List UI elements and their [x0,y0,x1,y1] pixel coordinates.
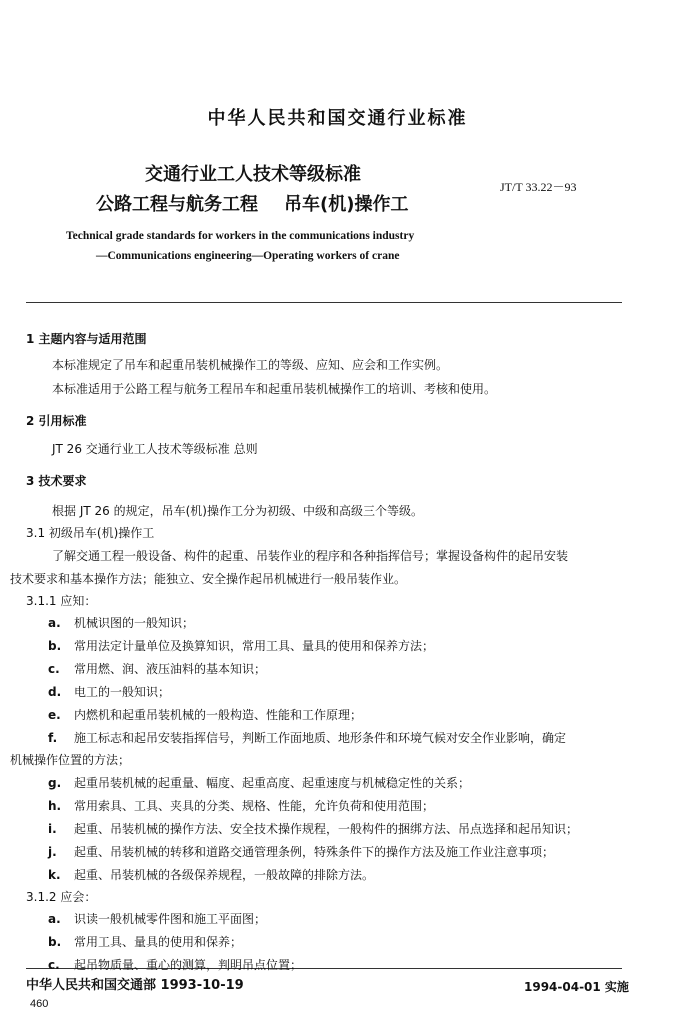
know-item [48,797,434,814]
section-3-paragraph: 根据 JT 26 的规定，吊车(机)操作工分为初级、中级和高级三个等级。 [52,504,423,518]
item-text: 起吊物质量、重心的测算，判明吊点位置； [74,958,303,972]
know-item-continuation: 机械操作位置的方法； [10,753,131,767]
item-text: 内燃机和起重吊装机械的一般构造、性能和工作原理； [74,708,363,722]
item-text: 起重、吊装机械的操作方法、安全技术操作规程，一般构件的捆绑方法、吊点选择和起吊知识； [74,822,579,836]
item-label: a. [48,616,61,630]
section-3-1-paragraph-1: 了解交通工程一般设备、构件的起重、吊装作业的程序和各种指挥信号；掌握设备构件的起吊安装 [52,549,569,563]
know-item [48,820,578,837]
know-item [48,637,434,654]
do-item [48,910,266,927]
section-3-1-paragraph-2: 技术要求和基本操作方法；能独立、安全操作起吊机械进行一般吊装作业。 [10,572,407,586]
standard-org-title: 中华人民共和国交通行业标准 [207,108,468,129]
item-label: b. [48,935,62,949]
title-part-2: 吊车(机)操作工 [284,194,409,215]
item-label: g. [48,776,62,790]
item-text: 电工的一般知识； [74,685,171,699]
know-item [48,614,194,631]
know-item [48,706,362,723]
item-label: e. [48,708,61,722]
header-divider [26,302,622,303]
item-text: 常用法定计量单位及换算知识，常用工具、量具的使用和保养方法； [74,639,435,653]
standard-code: JT/T 33.22－93 [500,180,577,194]
do-item [48,956,302,973]
do-item [48,933,242,950]
know-item [48,843,554,860]
section-1-paragraph-1: 本标准规定了吊车和起重吊装机械操作工的等级、应知、应会和工作实例。 [52,358,449,372]
page-number: 460 [30,998,49,1010]
section-3-1-1-title: 3.1.1 应知： [26,594,97,608]
item-label: k. [48,868,61,882]
know-item [48,683,170,700]
section-3-title: 3 技术要求 [26,474,87,488]
section-1-title: 1 主题内容与适用范围 [26,332,147,346]
document-title-line2 [96,190,408,216]
item-label: i. [48,822,57,836]
item-text: 起重吊装机械的起重量、幅度、起重高度、起重速度与机械稳定性的关系； [74,776,471,790]
section-3-1-2-title: 3.1.2 应会： [26,890,97,904]
item-text: 机械识图的一般知识； [74,616,195,630]
section-1-paragraph-2: 本标准适用于公路工程与航务工程吊车和起重吊装机械操作工的培训、考核和使用。 [52,382,497,396]
section-2-reference: JT 26 交通行业工人技术等级标准 总则 [52,442,258,456]
item-label: c. [48,662,60,676]
item-label: c. [48,958,60,972]
item-label: a. [48,912,61,926]
document-title-line1: 交通行业工人技术等级标准 [145,164,361,185]
item-text: 常用索具、工具、夹具的分类、规格、性能，允许负荷和使用范围； [74,799,435,813]
english-title-line1: Technical grade standards for workers in the communications industry [66,230,415,242]
title-part-1: 公路工程与航务工程 [96,194,258,215]
item-label: j. [48,845,57,859]
item-text: 常用燃、润、液压油料的基本知识； [74,662,267,676]
section-2-title: 2 引用标准 [26,414,87,428]
item-label: b. [48,639,62,653]
item-label: d. [48,685,62,699]
item-text: 常用工具、量具的使用和保养； [74,935,243,949]
section-3-1-title: 3.1 初级吊车(机)操作工 [26,526,155,540]
english-title-line2: —Communications engineering—Operating workers of crane [96,250,400,262]
know-item [48,660,266,677]
know-item [48,729,566,746]
item-label: h. [48,799,62,813]
issue-date: 中华人民共和国交通部 1993-10-19 [26,978,244,993]
item-text: 起重、吊装机械的各级保养规程，一般故障的排除方法。 [74,868,375,882]
effective-date: 1994-04-01 实施 [524,980,629,994]
item-text: 施工标志和起吊安装指挥信号，判断工作面地质、地形条件和环境气候对安全作业影响，确定 [74,731,567,745]
know-item [48,866,374,883]
know-item [48,774,470,791]
item-text: 识读一般机械零件图和施工平面图； [74,912,267,926]
item-text: 起重、吊装机械的转移和道路交通管理条例，特殊条件下的操作方法及施工作业注意事项； [74,845,555,859]
item-label: f. [48,731,58,745]
